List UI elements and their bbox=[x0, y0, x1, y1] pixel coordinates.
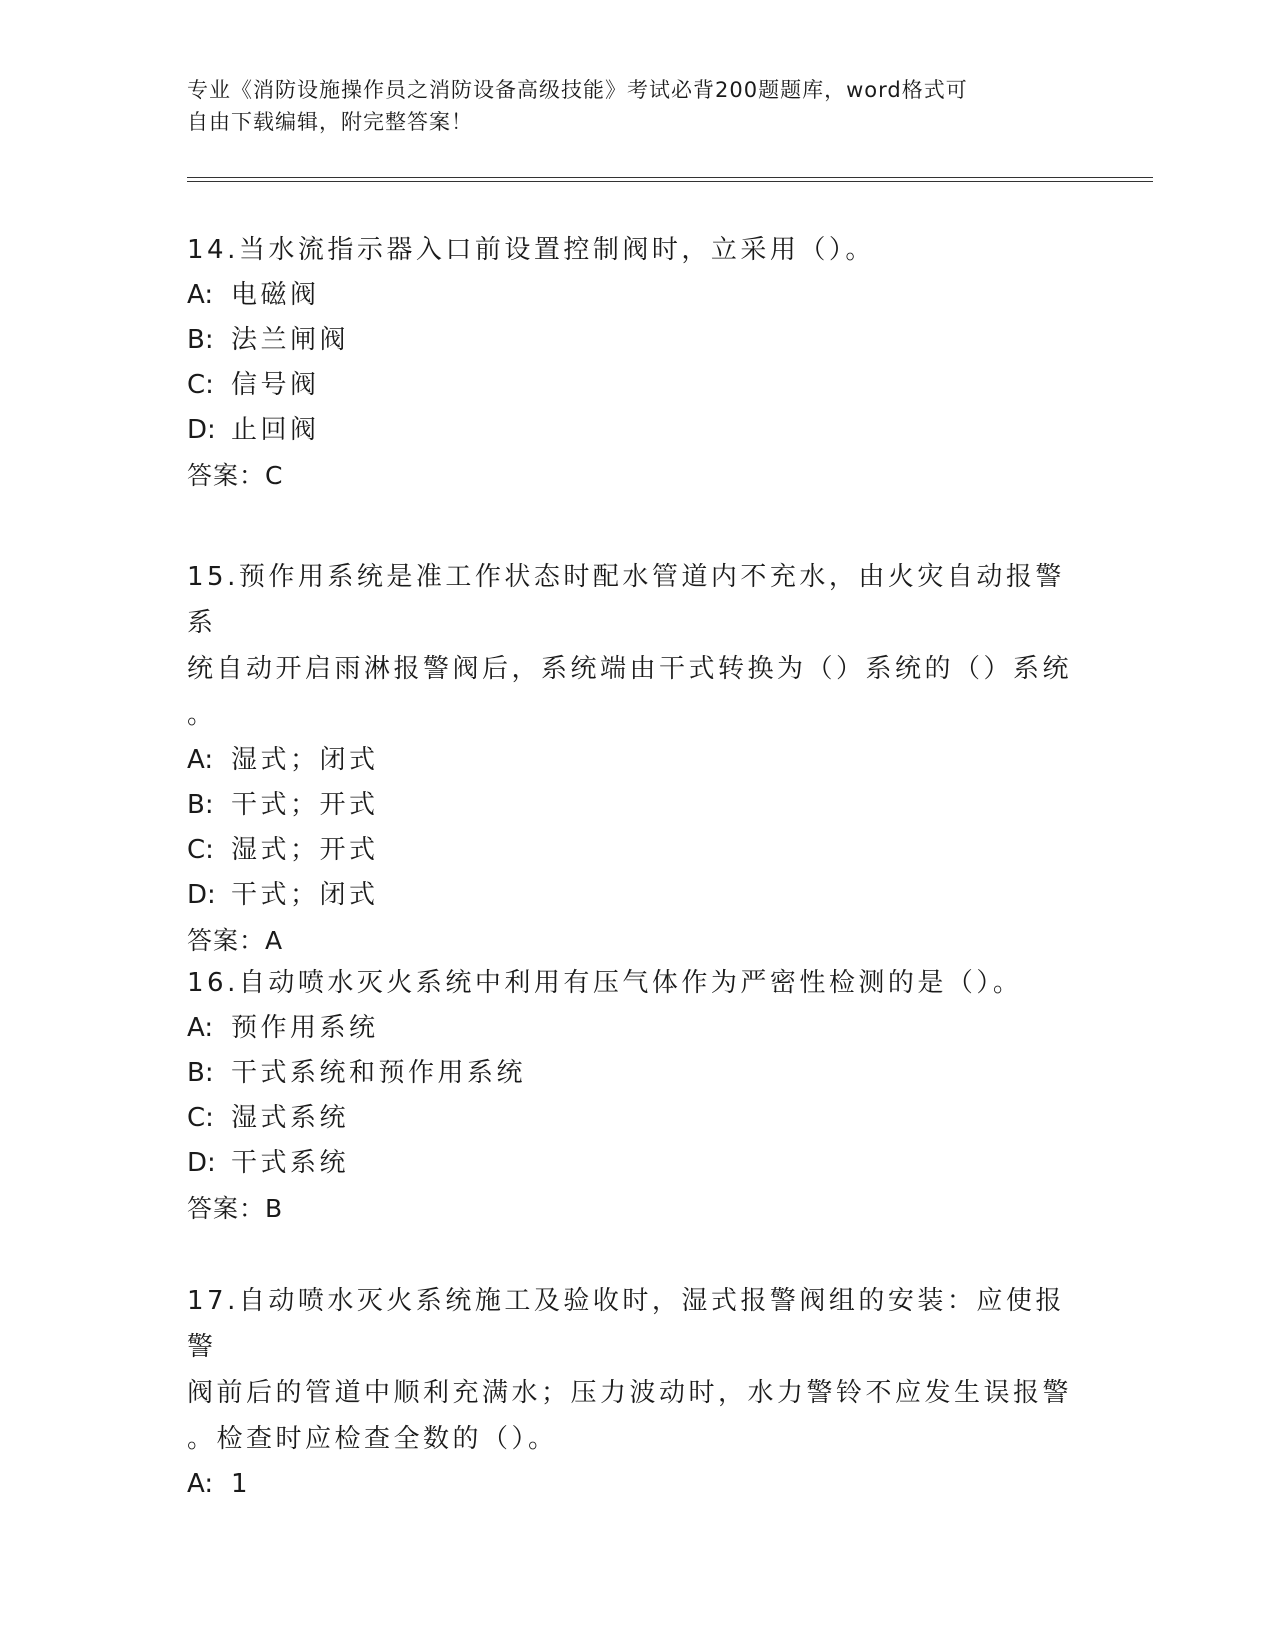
answer: 答案：A bbox=[187, 926, 284, 955]
option-text: 干式系统和预作用系统 bbox=[231, 1058, 527, 1088]
question-stem-line-1: 17.自动喷水灭火系统施工及验收时，湿式报警阀组的安装：应使报警 bbox=[187, 1286, 1065, 1362]
question-stem-line-3: 。检查时应检查全数的（）。 bbox=[187, 1424, 558, 1454]
option-b bbox=[187, 783, 1087, 828]
header-divider-bottom bbox=[187, 181, 1153, 182]
option-key: D: bbox=[187, 1148, 216, 1178]
question-stem: 16.自动喷水灭火系统中利用有压气体作为严密性检测的是（）。 bbox=[187, 968, 1023, 998]
option-c bbox=[187, 1096, 1087, 1141]
question-stem: 14.当水流指示器入口前设置控制阀时，立采用（）。 bbox=[187, 235, 875, 265]
option-d bbox=[187, 408, 1087, 453]
option-key: B: bbox=[187, 790, 214, 820]
option-b bbox=[187, 318, 1087, 363]
option-text: 法兰闸阀 bbox=[231, 325, 350, 355]
option-text: 1 bbox=[231, 1469, 252, 1499]
answer: 答案：B bbox=[187, 1194, 284, 1223]
question-15 bbox=[187, 554, 1087, 964]
option-key: D: bbox=[187, 880, 216, 910]
option-text: 止回阀 bbox=[231, 415, 320, 445]
option-c bbox=[187, 828, 1087, 873]
option-key: A: bbox=[187, 1469, 214, 1499]
option-text: 湿式；开式 bbox=[231, 835, 379, 865]
option-text: 湿式；闭式 bbox=[231, 745, 379, 775]
option-key: C: bbox=[187, 370, 214, 400]
option-a bbox=[187, 1006, 1087, 1051]
header-line-2: 自由下载编辑，附完整答案！ bbox=[187, 110, 473, 134]
option-text: 预作用系统 bbox=[231, 1013, 379, 1043]
question-stem-line-2: 阀前后的管道中顺利充满水；压力波动时，水力警铃不应发生误报警 bbox=[187, 1378, 1073, 1408]
option-key: B: bbox=[187, 1058, 214, 1088]
question-17 bbox=[187, 1278, 1087, 1507]
option-text: 干式；开式 bbox=[231, 790, 379, 820]
question-stem-line-3: 。 bbox=[187, 700, 217, 730]
option-a bbox=[187, 273, 1087, 318]
question-stem-line-2: 统自动开启雨淋报警阀后，系统端由干式转换为（）系统的（）系统 bbox=[187, 654, 1073, 684]
option-text: 信号阀 bbox=[231, 370, 320, 400]
option-key: C: bbox=[187, 1103, 214, 1133]
question-14 bbox=[187, 227, 1087, 499]
document-header bbox=[187, 74, 1067, 138]
option-c bbox=[187, 363, 1087, 408]
option-a bbox=[187, 738, 1087, 783]
option-text: 干式；闭式 bbox=[231, 880, 379, 910]
option-key: C: bbox=[187, 835, 214, 865]
option-a bbox=[187, 1462, 1087, 1507]
option-key: A: bbox=[187, 745, 214, 775]
header-divider-top bbox=[187, 177, 1153, 178]
option-text: 电磁阀 bbox=[231, 280, 320, 310]
option-text: 干式系统 bbox=[231, 1148, 350, 1178]
option-d bbox=[187, 1141, 1087, 1186]
answer: 答案：C bbox=[187, 461, 284, 490]
question-stem-line-1: 15.预作用系统是准工作状态时配水管道内不充水，由火灾自动报警系 bbox=[187, 562, 1065, 638]
option-d bbox=[187, 873, 1087, 918]
option-key: B: bbox=[187, 325, 214, 355]
option-key: D: bbox=[187, 415, 216, 445]
option-key: A: bbox=[187, 1013, 214, 1043]
question-16 bbox=[187, 960, 1087, 1232]
option-b bbox=[187, 1051, 1087, 1096]
option-text: 湿式系统 bbox=[231, 1103, 350, 1133]
option-key: A: bbox=[187, 280, 214, 310]
header-line-1: 专业《消防设施操作员之消防设备高级技能》考试必背200题题库，word格式可 bbox=[187, 78, 968, 102]
